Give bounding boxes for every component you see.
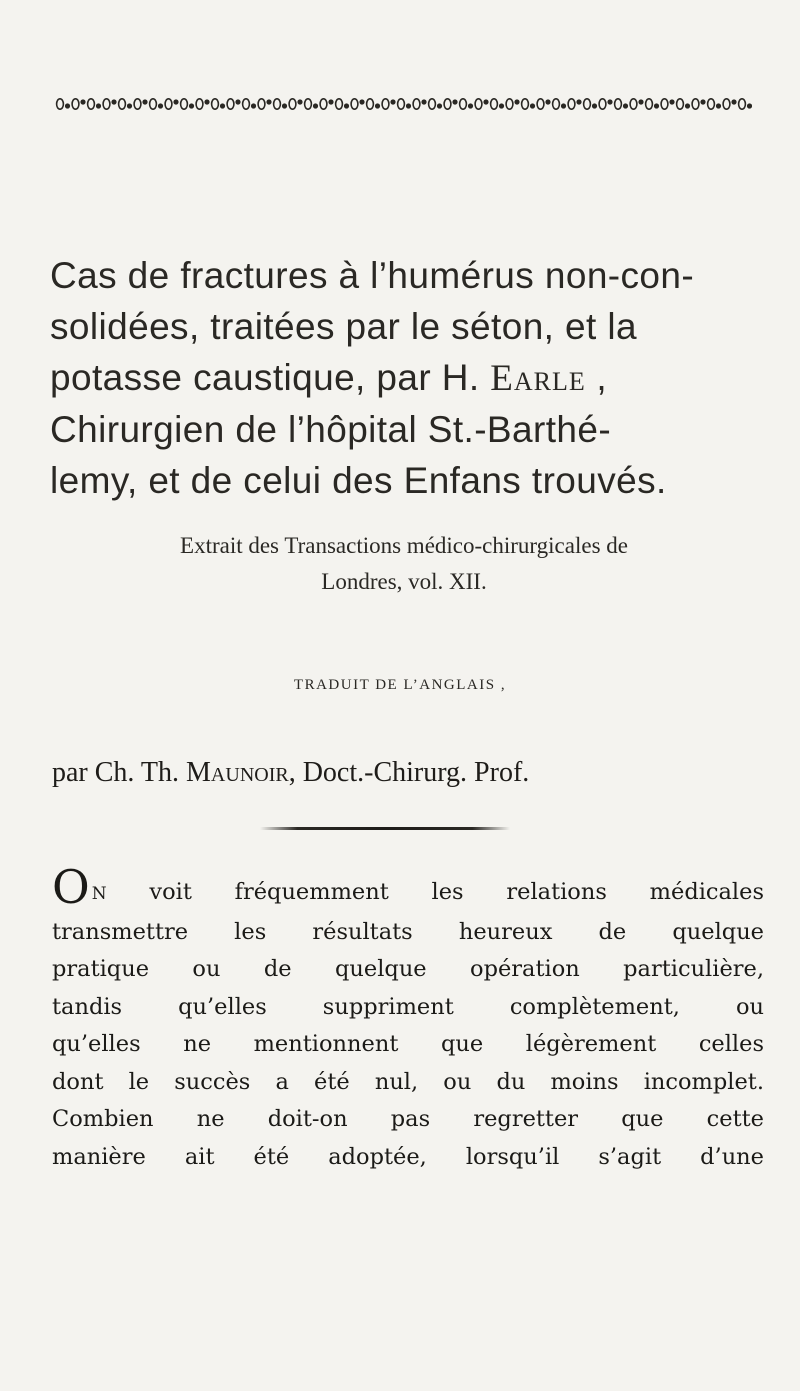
title-line: lemy, et de celui des Enfans trouvés. bbox=[50, 460, 667, 501]
ornament-mark bbox=[111, 99, 116, 104]
ornament-mark bbox=[204, 99, 209, 104]
ornament-mark bbox=[65, 103, 70, 108]
ornament-mark bbox=[576, 99, 581, 104]
ornament-mark bbox=[475, 99, 482, 109]
ornament-mark bbox=[57, 99, 64, 109]
title-line: Chirurgien de l’hôpital St.-Barthé- bbox=[50, 409, 612, 450]
text-line: transmettre les résultats heureux de quelque bbox=[52, 918, 764, 945]
ornament-mark bbox=[227, 99, 234, 109]
ornament-mark bbox=[189, 103, 194, 108]
ornament-mark bbox=[630, 99, 637, 109]
ornament-mark bbox=[731, 99, 736, 104]
source-line: Extrait des Transactions médico-chirurgicales de bbox=[180, 533, 628, 558]
ornament-mark bbox=[638, 99, 643, 104]
ornament-mark bbox=[165, 99, 172, 109]
ornament-mark bbox=[328, 99, 333, 104]
ornament-mark bbox=[88, 99, 95, 109]
ornament-mark bbox=[406, 103, 411, 108]
ornament-mark bbox=[421, 99, 426, 104]
translation-note: TRADUIT DE L’ANGLAIS , bbox=[293, 677, 507, 693]
ornament-mark bbox=[615, 99, 622, 109]
title-text: potasse caustique, par H. bbox=[50, 357, 491, 398]
ornament-mark bbox=[646, 99, 653, 109]
drop-cap-continuation: N bbox=[91, 884, 107, 904]
ornament-mark bbox=[367, 99, 374, 109]
byline-prefix: par Ch. Th. bbox=[52, 757, 187, 788]
title-line: Cas de fractures à l’humérus non-con- bbox=[50, 255, 695, 296]
ornament-mark bbox=[398, 99, 405, 109]
ornament-mark bbox=[739, 99, 746, 109]
ornament-mark bbox=[127, 103, 132, 108]
ornament-mark bbox=[468, 103, 473, 108]
translator-byline bbox=[52, 757, 772, 789]
ornament-mark bbox=[243, 99, 250, 109]
text-line bbox=[52, 860, 764, 914]
translator-name: Maunoir bbox=[186, 757, 289, 788]
ornament-mark bbox=[375, 103, 380, 108]
ornament-mark bbox=[452, 99, 457, 104]
ornament-mark bbox=[274, 99, 281, 109]
text-line: pratique ou de quelque opération particulière, bbox=[52, 956, 764, 982]
ornament-mark bbox=[103, 99, 110, 109]
ornament-mark bbox=[669, 99, 674, 104]
ornament-mark bbox=[196, 99, 203, 109]
ornament-mark bbox=[437, 103, 442, 108]
section-divider bbox=[260, 827, 510, 830]
ornament-mark bbox=[530, 103, 535, 108]
ornament-mark bbox=[460, 99, 467, 109]
ornament-mark bbox=[584, 99, 591, 109]
ornament-mark bbox=[692, 99, 699, 109]
text-run: voit fréquemment les relations médicales bbox=[106, 879, 764, 905]
title-line: solidées, traitées par le séton, et la bbox=[50, 306, 637, 347]
ornament-mark bbox=[661, 99, 668, 109]
ornament-mark bbox=[289, 99, 296, 109]
ornament-mark bbox=[336, 99, 343, 109]
ornament-mark bbox=[119, 99, 126, 109]
text-line: dont le succès a été nul, ou du moins incomplet. bbox=[52, 1068, 764, 1095]
ornament-mark bbox=[700, 99, 705, 104]
source-note bbox=[54, 528, 754, 600]
ornament-mark bbox=[522, 99, 529, 109]
ornament-mark bbox=[142, 99, 147, 104]
ornament-mark bbox=[258, 99, 265, 109]
ornament-mark bbox=[96, 103, 101, 108]
ornament-mark bbox=[537, 99, 544, 109]
ornament-mark bbox=[158, 103, 163, 108]
text-line: tandis qu’elles suppriment complètement, ou bbox=[52, 993, 764, 1020]
ornament-border bbox=[54, 92, 752, 116]
ornament-mark bbox=[716, 103, 721, 108]
ornament-mark bbox=[592, 103, 597, 108]
ornament-mark bbox=[599, 99, 606, 109]
ornament-mark bbox=[235, 99, 240, 104]
ornament-mark bbox=[561, 103, 566, 108]
ornament-mark bbox=[80, 99, 85, 104]
ornament-mark bbox=[623, 103, 628, 108]
author-name-earle: Earle bbox=[490, 358, 586, 399]
ornament-mark bbox=[413, 99, 420, 109]
ornament-mark bbox=[483, 99, 488, 104]
source-line: Londres, vol. XII. bbox=[321, 569, 487, 594]
body-paragraph bbox=[52, 860, 764, 1176]
ornament-mark bbox=[723, 99, 730, 109]
ornament-mark bbox=[499, 103, 504, 108]
ornament-mark bbox=[72, 99, 79, 109]
ornament-mark bbox=[390, 99, 395, 104]
drop-cap: O bbox=[52, 860, 90, 914]
ornament-mark bbox=[181, 99, 188, 109]
ornament-mark bbox=[220, 103, 225, 108]
ornament-mark bbox=[545, 99, 550, 104]
ornament-mark bbox=[444, 99, 451, 109]
ornament-mark bbox=[266, 99, 271, 104]
ornament-mark bbox=[212, 99, 219, 109]
text-line: manière ait été adoptée, lorsqu’il s’agit d’une bbox=[52, 1143, 764, 1170]
ornament-mark bbox=[173, 99, 178, 104]
ornament-mark bbox=[429, 99, 436, 109]
ornament-mark bbox=[320, 99, 327, 109]
ornament-mark bbox=[491, 99, 498, 109]
text-line: Combien ne doit-on pas regretter que cette bbox=[52, 1106, 764, 1132]
title-text: , bbox=[585, 357, 608, 398]
ornament-mark bbox=[677, 99, 684, 109]
ornament-mark bbox=[305, 99, 312, 109]
ornament-mark bbox=[568, 99, 575, 109]
title-line bbox=[50, 352, 770, 404]
ornament-mark bbox=[344, 103, 349, 108]
ornament-mark bbox=[282, 103, 287, 108]
ornament-mark bbox=[747, 103, 752, 108]
ornament-mark bbox=[382, 99, 389, 109]
ornament-mark bbox=[313, 103, 318, 108]
ornament-mark bbox=[654, 103, 659, 108]
ornament-mark bbox=[506, 99, 513, 109]
ornament-mark bbox=[134, 99, 141, 109]
ornament-mark bbox=[351, 99, 358, 109]
byline-suffix: , Doct.-Chirurg. Prof. bbox=[288, 757, 530, 788]
ornament-mark bbox=[297, 99, 302, 104]
ornament-mark bbox=[685, 103, 690, 108]
ornament-mark bbox=[514, 99, 519, 104]
ornament-mark bbox=[708, 99, 715, 109]
text-line: qu’elles ne mentionnent que légèrement celles bbox=[52, 1031, 764, 1057]
ornament-mark bbox=[359, 99, 364, 104]
ornament-mark bbox=[251, 103, 256, 108]
article-title bbox=[50, 250, 770, 506]
ornament-mark bbox=[607, 99, 612, 104]
ornament-mark bbox=[150, 99, 157, 109]
ornament-mark bbox=[553, 99, 560, 109]
